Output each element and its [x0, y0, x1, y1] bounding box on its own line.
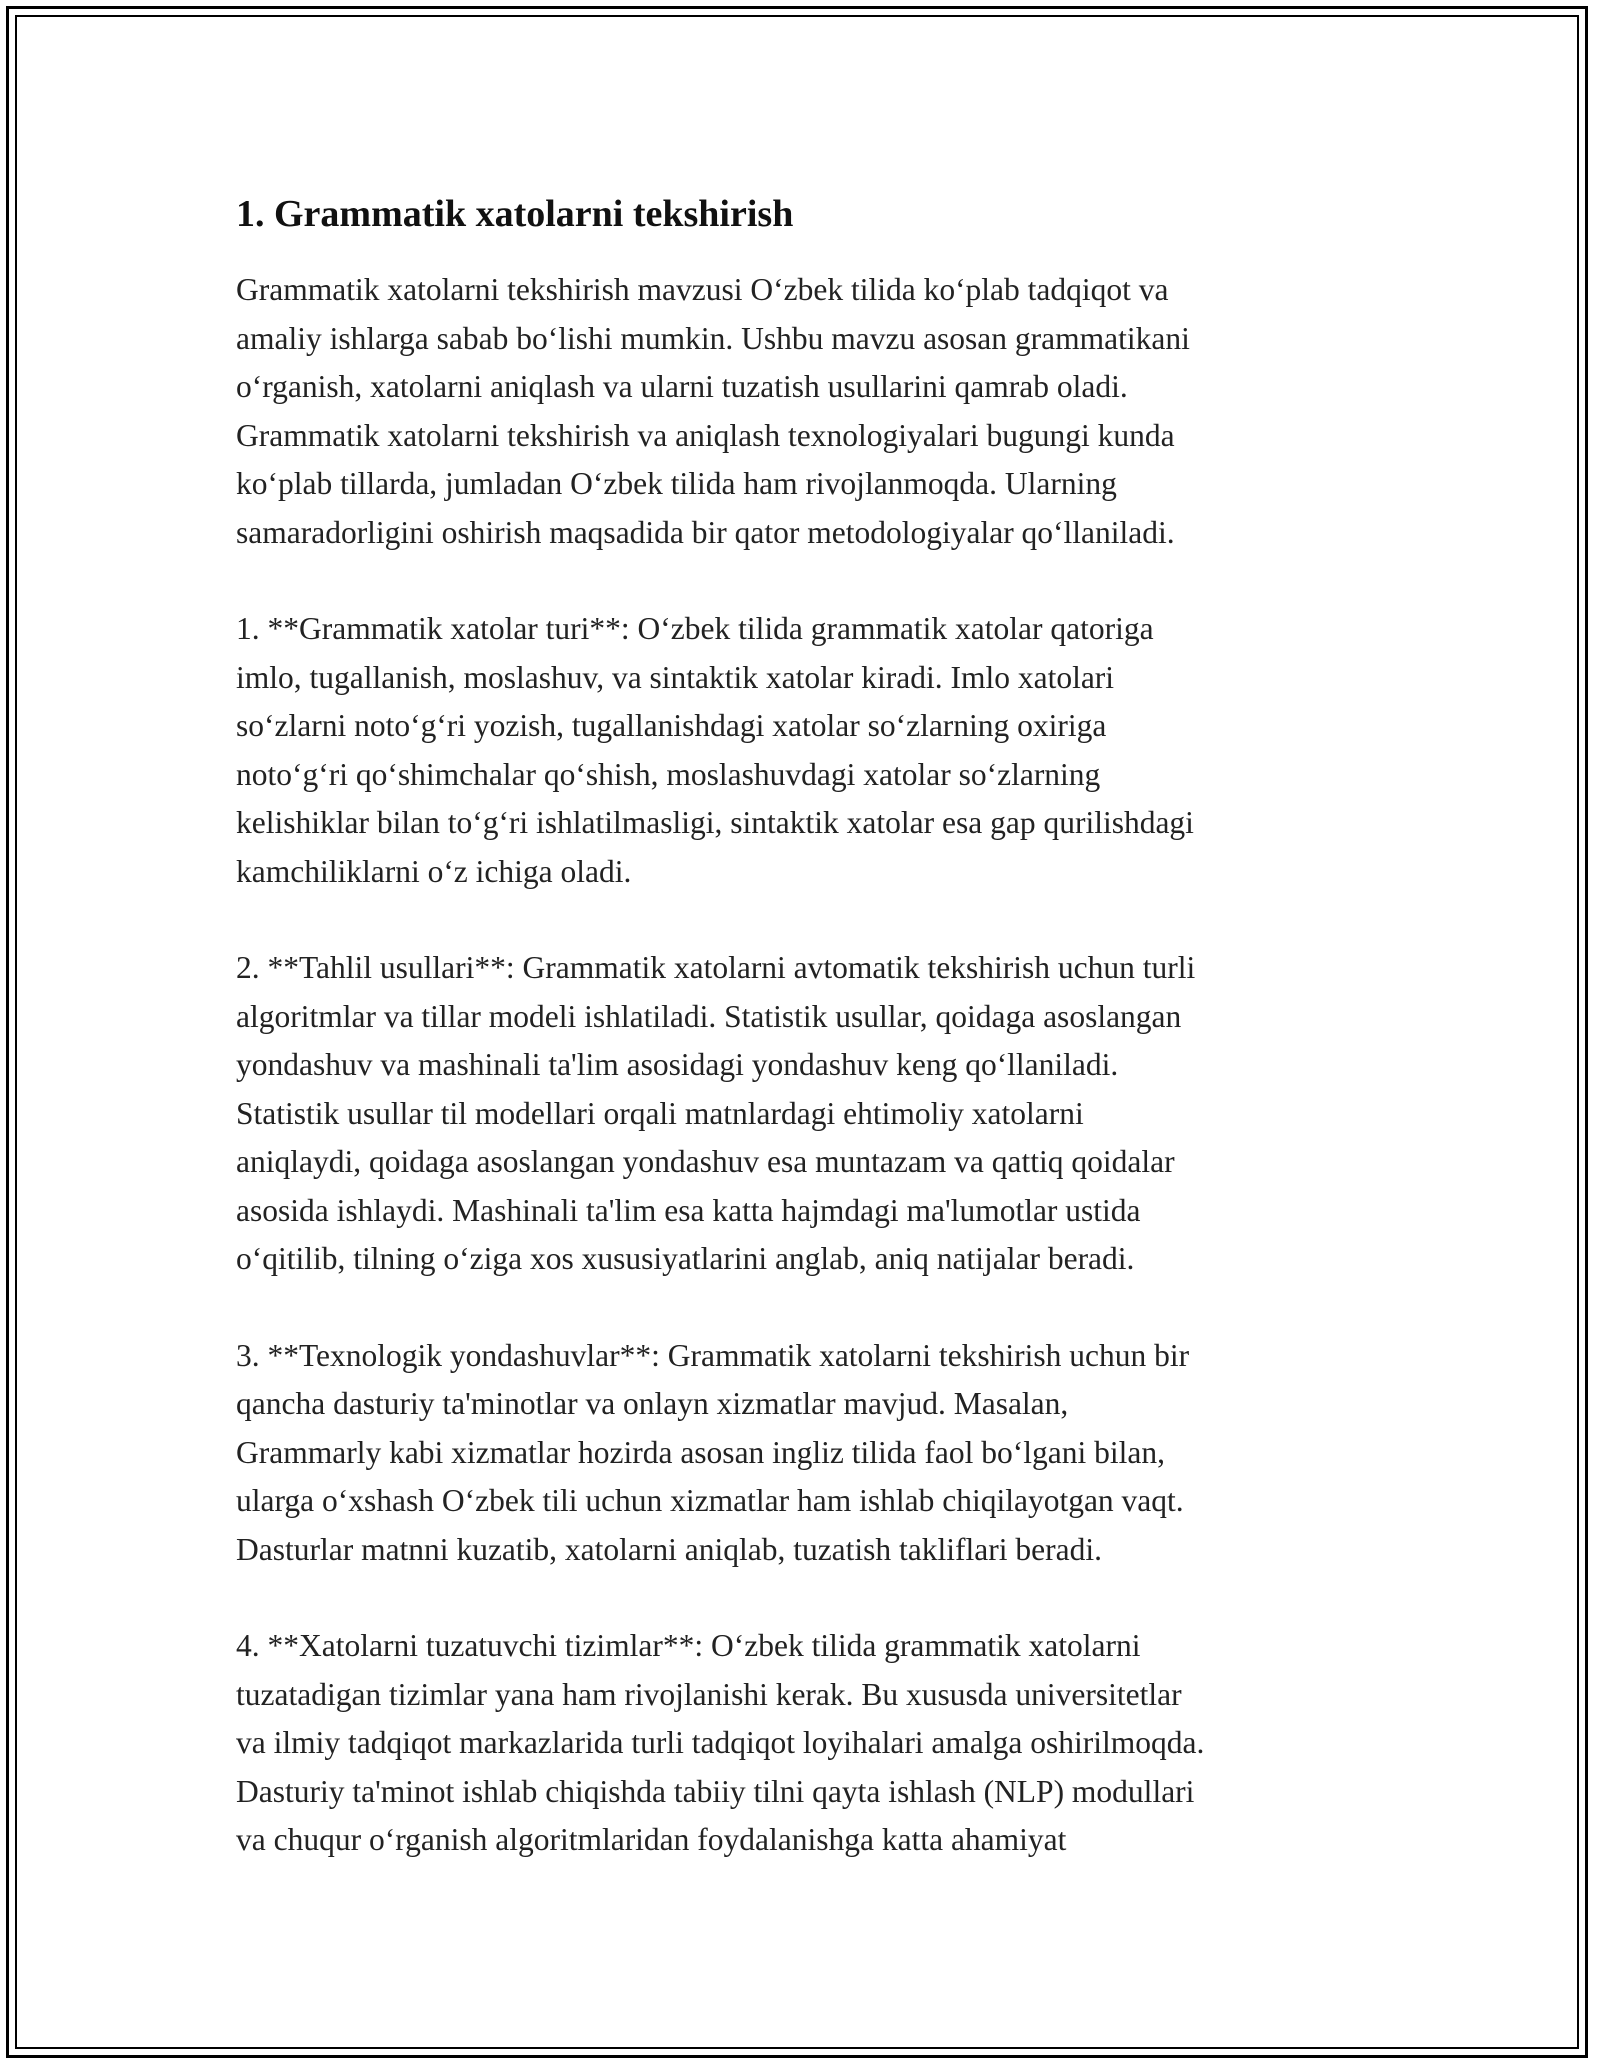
text-line: Dasturiy ta'minot ishlab chiqishda tabiiy tilni qayta ishlash (NLP) modullari [236, 1773, 1195, 1809]
text-line: Statistik usullar til modellari orqali matnlardagi ehtimoliy xatolarni [236, 1095, 1084, 1131]
text-line: asosida ishlaydi. Mashinali ta'lim esa katta hajmdagi ma'lumotlar ustida [236, 1192, 1141, 1228]
intro-paragraph [236, 266, 1371, 557]
text-line: imlo, tugallanish, moslashuv, va sintaktik xatolar kiradi. Imlo xatolari [236, 659, 1115, 695]
text-line: aniqlaydi, qoidaga asoslangan yondashuv esa muntazam va qattiq qoidalar [236, 1144, 1175, 1179]
text-line: ularga o‘xshash O‘zbek tili uchun xizmatlar ham ishlab chiqilayotgan vaqt. [236, 1483, 1184, 1518]
text-line: ko‘plab tillarda, jumladan O‘zbek tilida ham rivojlanmoqda. Ularning [236, 466, 1117, 501]
document-body [236, 186, 1371, 1913]
text-line: o‘rganish, xatolarni aniqlash va ularni tuzatish usullarini qamrab oladi. [236, 369, 1128, 404]
list-item-analysis-methods [236, 944, 1371, 1284]
text-line: so‘zlarni noto‘g‘ri yozish, tugallanishdagi xatolar so‘zlarning oxiriga [236, 708, 1107, 743]
section-heading: 1. Grammatik xatolarni tekshirish [236, 193, 794, 235]
text-line: kelishiklar bilan to‘g‘ri ishlatilmasligi, sintaktik xatolar esa gap qurilishdagi [236, 805, 1194, 840]
text-line: o‘qitilib, tilning o‘ziga xos xususiyatlarini anglab, aniq natijalar beradi. [236, 1241, 1135, 1276]
text-line: algoritmlar va tillar modeli ishlatiladi. Statistik usullar, qoidaga asoslangan [236, 998, 1182, 1034]
list-item-correction-systems [236, 1622, 1371, 1865]
text-line: yondashuv va mashinali ta'lim asosidagi yondashuv keng qo‘llaniladi. [236, 1047, 1119, 1082]
text-line: 2. **Tahlil usullari**: Grammatik xatolarni avtomatik tekshirish uchun turli [236, 950, 1196, 985]
text-line: 1. **Grammatik xatolar turi**: O‘zbek tilida grammatik xatolar qatoriga [236, 611, 1154, 646]
list-item-tech-approaches [236, 1332, 1371, 1575]
text-line: noto‘g‘ri qo‘shimchalar qo‘shish, moslashuvdagi xatolar so‘zlarning [236, 756, 1101, 792]
text-line: va ilmiy tadqiqot markazlarida turli tadqiqot loyihalari amalga oshirilmoqda. [236, 1725, 1205, 1760]
text-line: 3. **Texnologik yondashuvlar**: Grammatik xatolarni tekshirish uchun bir [236, 1337, 1190, 1373]
text-line: qancha dasturiy ta'minotlar va onlayn xizmatlar mavjud. Masalan, [236, 1386, 1069, 1421]
text-line: Dasturlar matnni kuzatib, xatolarni aniqlab, tuzatish takliflari beradi. [236, 1531, 1102, 1567]
text-line: amaliy ishlarga sabab bo‘lishi mumkin. Ushbu mavzu asosan grammatikani [236, 320, 1190, 356]
text-line: 4. **Xatolarni tuzatuvchi tizimlar**: O‘zbek tilida grammatik xatolarni [236, 1628, 1141, 1663]
text-line: samaradorligini oshirish maqsadida bir qator metodologiyalar qo‘llaniladi. [236, 514, 1175, 550]
text-line: Grammatik xatolarni tekshirish mavzusi O‘zbek tilida ko‘plab tadqiqot va [236, 272, 1169, 307]
list-item-error-types [236, 605, 1371, 896]
text-line: Grammatik xatolarni tekshirish va aniqlash texnologiyalari bugungi kunda [236, 417, 1175, 453]
text-line: kamchiliklarni o‘z ichiga oladi. [236, 853, 632, 889]
text-line: Grammarly kabi xizmatlar hozirda asosan ingliz tilida faol bo‘lgani bilan, [236, 1434, 1165, 1470]
text-line: tuzatadigan tizimlar yana ham rivojlanishi kerak. Bu xususda universitetlar [236, 1676, 1182, 1712]
text-line: va chuqur o‘rganish algoritmlaridan foydalanishga katta ahamiyat [236, 1822, 1067, 1857]
